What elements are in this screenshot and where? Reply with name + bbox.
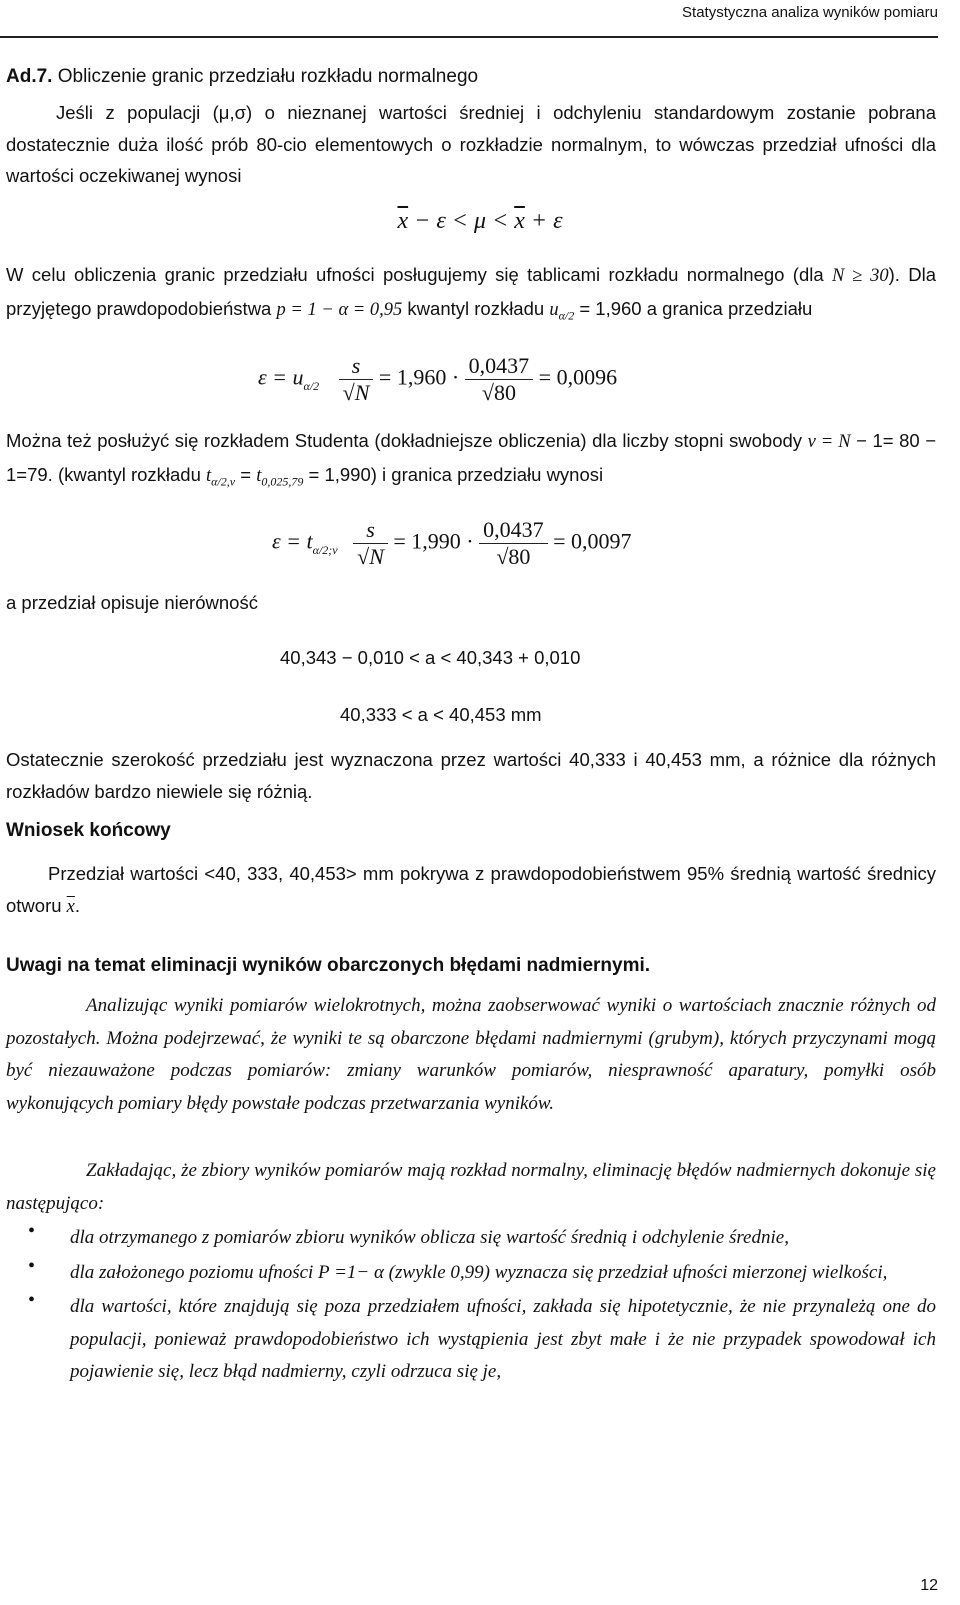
remarks-paragraph-2: Zakładając, że zbiory wyników pomiarów mają rozkład normalny, eliminację błędów nadmiernych dokonuje się następująco: (6, 1160, 936, 1214)
final-conclusion-heading: Wniosek końcowy (6, 820, 171, 841)
remarks-paragraph-1: Analizując wyniki pomiarów wielokrotnych, można zaobserwować wyniki o wartościach znacznie różnych od pozostałych. Można podejrzewać, że wyniki te są obarczone błędami nadmiernymi (grubym), których przyczynami mogą być niezauważone podczas pomiarów: zmiany warunków pomiarów, niesprawność aparatury, pomyłki osób wykonujących pomiary błędy powstałe podczas przetwarzania wyników. (6, 995, 936, 1114)
list-item: • dla otrzymanego z pomiarów zbioru wyników oblicza się wartość średnią i odchylenie średnie, (28, 1220, 789, 1248)
inequality-intro: a przedział opisuje nierówność (6, 592, 258, 613)
quantile-symbol: u (549, 299, 559, 320)
degrees-of-freedom: ν = N (807, 432, 851, 452)
intro-paragraph: Jeśli z populacji (μ,σ) o nieznanej wartości średniej i odchyleniu standardowym zostanie pobrana dostatecznie duża ilość prób 80-cio elementowych o rozkładzie normalnym, to wówczas przedział ufności dla wartości oczekiwanej wynosi (6, 102, 936, 186)
student-distribution-paragraph: Można też posłużyć się rozkładem Studenta (dokładniejsze obliczenia) dla liczby stopni swobody ν = N − 1= 80 − 1=79. (kwantyl rozkładu $t_{\alpha/2,\nu} = t_{0,025,79} = 1,990$) i granica przedziału wynosi (6, 430, 937, 489)
normal-condition: N ≥ 30 (831, 266, 889, 286)
epsilon-student-equation: $\varepsilon = t_{\alpha/2;\nu}$ $\frac{s}{√N}$ = 1,990 · $\frac{0,0437}{√80}$ = 0,0097 (272, 517, 632, 569)
inequality-2: 40,333 < a < 40,453 mm (340, 704, 542, 725)
list-item: • dla wartości, które znajdują się poza przedziałem ufności, zakłada się hipotetycznie, że nie przynależą one do populacji, ponieważ prawdopodobieństwo ich wystąpienia jest zbyt małe i że nie przypadek spowodował ich pojawienie się, lecz błąd nadmierny, czyli odrzuca się je, (28, 1289, 936, 1382)
conclusion-paragraph: Ostatecznie szerokość przedziału jest wyznaczona przez wartości 40,333 i 40,453 mm, a różnice dla różnych rozkładów bardzo niewiele się różnią. (6, 749, 936, 802)
header-rule (0, 36, 938, 38)
remarks-heading: Uwagi na temat eliminacji wyników obarczonych błędami nadmiernymi. (6, 955, 651, 976)
section-heading (6, 66, 478, 88)
section-title: Obliczenie granic przedziału rozkładu normalnego (57, 66, 479, 87)
remarks-bullet-list (6, 1222, 936, 1389)
normal-distribution-paragraph: W celu obliczenia granic przedziału ufności posługujemy się tablicami rozkładu normalnego (dla N ≥ 30). Dla przyjętego prawdopodobieństwa p = 1 − α = 0,95 kwantyl rozkładu $u_{\alpha/2} = 1,960$ a granica przedziału (6, 264, 937, 323)
final-conclusion-text: Przedział wartości <40, 333, 40,453> mm pokrywa z prawdopodobieństwem 95% średnią wartość średnicy otworu $\overline{x}$. (6, 863, 936, 917)
section-label: Ad.7. (6, 66, 53, 87)
inequality-1: 40,343 − 0,010 < a < 40,343 + 0,010 (280, 647, 581, 668)
interval-equation: $\overline{x} - \varepsilon < \mu < \overline{x} + \varepsilon$ (397, 208, 563, 234)
running-header: Statystyczna analiza wyników pomiaru (682, 4, 938, 21)
probability-expression: p = 1 − α = 0,95 (276, 299, 403, 320)
list-item: • dla założonego poziomu ufności P =1− α (zwykle 0,99) wyznacza się przedział ufności mierzonej wielkości, (28, 1254, 888, 1283)
page-number: 12 (920, 1577, 938, 1594)
epsilon-normal-equation: $\varepsilon = u_{\alpha/2}$ $\frac{s}{√N}$ = 1,960 · $\frac{0,0437}{√80}$ = 0,0096 (258, 353, 618, 405)
